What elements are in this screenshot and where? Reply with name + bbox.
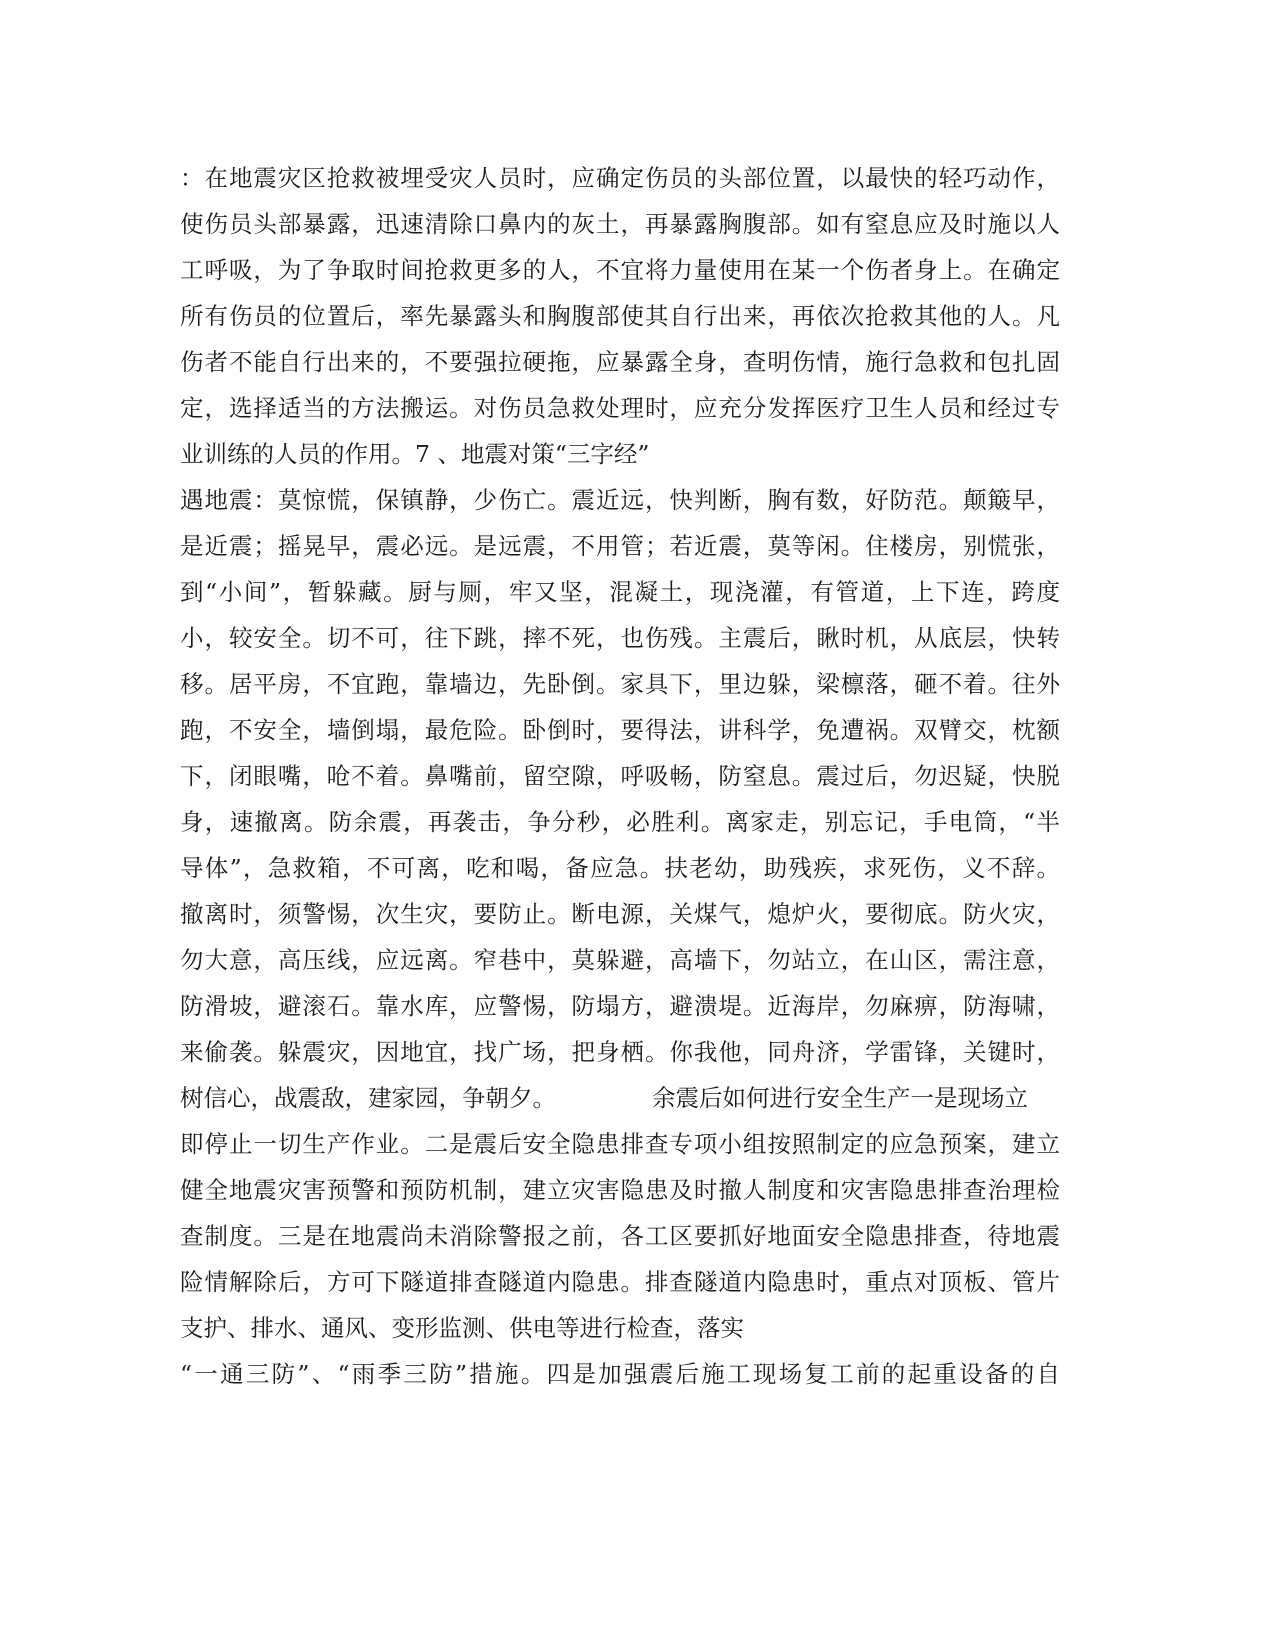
text-line: 即停止一切生产作业。二是震后安全隐患排查专项小组按照制定的应急预案，建立 <box>180 1130 1060 1158</box>
text-line: 健全地震灾害预警和预防机制，建立灾害隐患及时撤人制度和灾害隐患排查治理检 <box>180 1176 1060 1204</box>
text-line: 遇地震：莫惊慌，保镇静，少伤亡。震近远，快判断，胸有数，好防范。颠簸早， <box>180 486 1060 514</box>
text-line: 业训练的人员的作用。7 、地震对策“三字经” <box>180 440 650 468</box>
body-text <box>180 155 1060 1397</box>
text-line: 小，较安全。切不可，往下跳，摔不死，也伤残。主震后，瞅时机，从底层，快转 <box>180 624 1060 652</box>
text-line: 来偷袭。躲震灾，因地宜，找广场，把身栖。你我他，同舟济，学雷锋，关键时， <box>180 1038 1060 1066</box>
text-line: 跑，不安全，墙倒塌，最危险。卧倒时，要得法，讲科学，免遭祸。双臂交，枕额 <box>180 716 1060 744</box>
text-line: 防滑坡，避滚石。靠水库，应警惕，防塌方，避溃堤。近海岸，勿麻痹，防海啸， <box>180 992 1060 1020</box>
text-line: 导体”，急救箱，不可离，吃和喝，备应急。扶老幼，助残疾，求死伤，义不辞。 <box>180 854 1060 882</box>
text-line: 定，选择适当的方法搬运。对伤员急救处理时，应充分发挥医疗卫生人员和经过专 <box>180 394 1060 422</box>
text-line: 支护、排水、通风、变形监测、供电等进行检查，落实 <box>180 1314 744 1342</box>
text-line-split <box>180 1075 1060 1121</box>
text-line: ：在地震灾区抢救被埋受灾人员时，应确定伤员的头部位置，以最快的轻巧动作， <box>180 164 1060 192</box>
text-line: “一通三防”、“雨季三防”措施。四是加强震后施工现场复工前的起重设备的自 <box>180 1360 1060 1388</box>
text-line: 勿大意，高压线，应远离。窄巷中，莫躲避，高墙下，勿站立，在山区，需注意， <box>180 946 1060 974</box>
text-line: 所有伤员的位置后，率先暴露头和胸腹部使其自行出来，再依次抢救其他的人。凡 <box>180 302 1060 330</box>
text-line: 使伤员头部暴露，迅速清除口鼻内的灰土，再暴露胸腹部。如有窒息应及时施以人 <box>180 210 1060 238</box>
text-line: 身，速撤离。防余震，再袭击，争分秒，必胜利。离家走，别忘记，手电筒，“半 <box>180 808 1060 836</box>
text-line: 到“小间”，暂躲藏。厨与厕，牢又坚，混凝土，现浇灌，有管道，上下连，跨度 <box>180 578 1060 606</box>
text-line: 伤者不能自行出来的，不要强拉硬拖，应暴露全身，查明伤情，施行急救和包扎固 <box>180 348 1060 376</box>
text-segment: 树信心，战震敌，建家园，争朝夕。 <box>180 1084 556 1112</box>
text-line: 是近震；摇晃早，震必远。是远震，不用管；若近震，莫等闲。住楼房，别慌张， <box>180 532 1060 560</box>
text-line: 移。居平房，不宜跑，靠墙边，先卧倒。家具下，里边躲，梁檩落，砸不着。往外 <box>180 670 1060 698</box>
text-segment: 余震后如何进行安全生产一是现场立 <box>652 1084 1028 1112</box>
text-line: 撤离时，须警惕，次生灾，要防止。断电源，关煤气，熄炉火，要彻底。防火灾， <box>180 900 1060 928</box>
text-line: 查制度。三是在地震尚未消除警报之前，各工区要抓好地面安全隐患排查，待地震 <box>180 1222 1060 1250</box>
text-line: 下，闭眼嘴，呛不着。鼻嘴前，留空隙，呼吸畅，防窒息。震过后，勿迟疑，快脱 <box>180 762 1060 790</box>
text-line: 险情解除后，方可下隧道排查隧道内隐患。排查隧道内隐患时，重点对顶板、管片 <box>180 1268 1060 1296</box>
text-line: 工呼吸，为了争取时间抢救更多的人，不宜将力量使用在某一个伤者身上。在确定 <box>180 256 1060 284</box>
